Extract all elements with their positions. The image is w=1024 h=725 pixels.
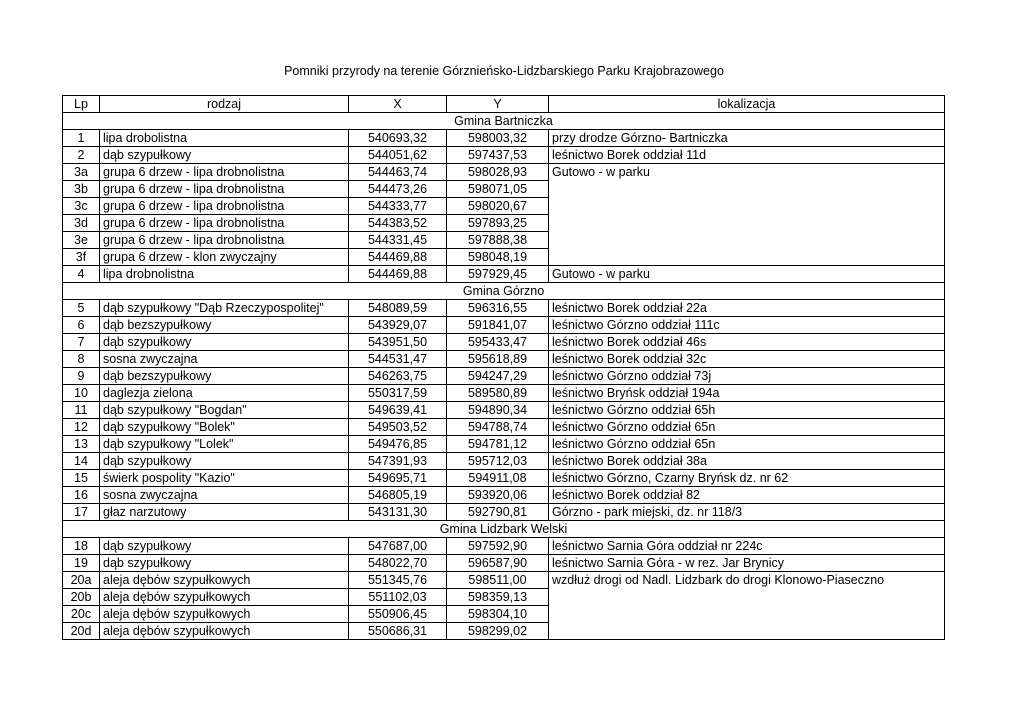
cell-y: 597592,90 <box>447 538 549 555</box>
cell-x: 544331,45 <box>349 232 447 249</box>
table-row <box>63 232 945 249</box>
cell-lokalizacja <box>549 232 945 249</box>
cell-y: 598071,05 <box>447 181 549 198</box>
cell-lokalizacja: leśnictwo Sarnia Góra oddział nr 224c <box>549 538 945 555</box>
table-row <box>63 130 945 147</box>
cell-x: 549476,85 <box>349 436 447 453</box>
cell-lp: 10 <box>63 385 100 402</box>
cell-lp: 3e <box>63 232 100 249</box>
cell-lp: 3c <box>63 198 100 215</box>
header-rodzaj: rodzaj <box>100 96 349 113</box>
table-row <box>63 215 945 232</box>
cell-rodzaj: grupa 6 drzew - lipa drobnolistna <box>100 232 349 249</box>
table-row <box>63 164 945 181</box>
cell-rodzaj: dąb bezszypułkowy <box>100 317 349 334</box>
cell-y: 598048,19 <box>447 249 549 266</box>
table-row <box>63 181 945 198</box>
cell-y: 598299,02 <box>447 623 549 640</box>
cell-lokalizacja: leśnictwo Borek oddział 82 <box>549 487 945 504</box>
cell-lokalizacja <box>549 198 945 215</box>
cell-lokalizacja: leśnictwo Górzno, Czarny Bryńsk dz. nr 62 <box>549 470 945 487</box>
cell-lokalizacja: leśnictwo Górzno oddział 65h <box>549 402 945 419</box>
cell-y: 595618,89 <box>447 351 549 368</box>
cell-x: 543951,50 <box>349 334 447 351</box>
table-row <box>63 623 945 640</box>
cell-lokalizacja: wzdłuż drogi od Nadl. Lidzbark do drogi Klonowo-Piaseczno <box>549 572 945 589</box>
cell-y: 589580,89 <box>447 385 549 402</box>
cell-x: 540693,32 <box>349 130 447 147</box>
cell-x: 544473,26 <box>349 181 447 198</box>
cell-lp: 14 <box>63 453 100 470</box>
cell-x: 548022,70 <box>349 555 447 572</box>
cell-rodzaj: dąb szypułkowy "Lolek" <box>100 436 349 453</box>
section-row <box>63 521 945 538</box>
cell-rodzaj: grupa 6 drzew - lipa drobnolistna <box>100 164 349 181</box>
cell-lokalizacja: leśnictwo Górzno oddział 65n <box>549 436 945 453</box>
table-row <box>63 317 945 334</box>
cell-rodzaj: grupa 6 drzew - lipa drobnolistna <box>100 181 349 198</box>
cell-y: 594247,29 <box>447 368 549 385</box>
cell-lp: 4 <box>63 266 100 283</box>
table-row <box>63 368 945 385</box>
cell-rodzaj: dąb szypułkowy <box>100 555 349 572</box>
section-row <box>63 113 945 130</box>
cell-lp: 3a <box>63 164 100 181</box>
cell-y: 594781,12 <box>447 436 549 453</box>
cell-lp: 1 <box>63 130 100 147</box>
cell-rodzaj: lipa drobnolistna <box>100 266 349 283</box>
section-title: Gmina Górzno <box>63 283 945 300</box>
table-row <box>63 606 945 623</box>
cell-y: 592790,81 <box>447 504 549 521</box>
cell-lokalizacja: Gutowo - w parku <box>549 164 945 181</box>
table-row <box>63 300 945 317</box>
header-x: X <box>349 96 447 113</box>
cell-lp: 5 <box>63 300 100 317</box>
cell-lp: 19 <box>63 555 100 572</box>
cell-x: 548089,59 <box>349 300 447 317</box>
cell-y: 598304,10 <box>447 606 549 623</box>
cell-rodzaj: dąb szypułkowy "Bogdan" <box>100 402 349 419</box>
cell-lp: 20b <box>63 589 100 606</box>
cell-lokalizacja: leśnictwo Bryńsk oddział 194a <box>549 385 945 402</box>
cell-lp: 16 <box>63 487 100 504</box>
cell-y: 598359,13 <box>447 589 549 606</box>
cell-lp: 3b <box>63 181 100 198</box>
section-row <box>63 283 945 300</box>
cell-rodzaj: sosna zwyczajna <box>100 351 349 368</box>
cell-lp: 6 <box>63 317 100 334</box>
cell-x: 544469,88 <box>349 249 447 266</box>
cell-x: 549695,71 <box>349 470 447 487</box>
cell-x: 549503,52 <box>349 419 447 436</box>
cell-rodzaj: aleja dębów szypułkowych <box>100 623 349 640</box>
cell-y: 598028,93 <box>447 164 549 181</box>
cell-lokalizacja <box>549 181 945 198</box>
cell-rodzaj: dąb szypułkowy "Bolek" <box>100 419 349 436</box>
cell-lokalizacja: przy drodze Górzno- Bartniczka <box>549 130 945 147</box>
cell-y: 596316,55 <box>447 300 549 317</box>
cell-lokalizacja <box>549 623 945 640</box>
table-row <box>63 419 945 436</box>
cell-lokalizacja: Gutowo - w parku <box>549 266 945 283</box>
cell-lp: 20a <box>63 572 100 589</box>
cell-lp: 15 <box>63 470 100 487</box>
cell-rodzaj: dąb szypułkowy <box>100 334 349 351</box>
cell-rodzaj: aleja dębów szypułkowych <box>100 589 349 606</box>
cell-lokalizacja <box>549 249 945 266</box>
table-row <box>63 249 945 266</box>
cell-lp: 12 <box>63 419 100 436</box>
cell-lokalizacja: leśnictwo Górzno oddział 111c <box>549 317 945 334</box>
cell-x: 544383,52 <box>349 215 447 232</box>
table-row <box>63 334 945 351</box>
cell-x: 544463,74 <box>349 164 447 181</box>
table-row <box>63 198 945 215</box>
table-row <box>63 470 945 487</box>
cell-lokalizacja: leśnictwo Górzno oddział 73j <box>549 368 945 385</box>
table-row <box>63 453 945 470</box>
cell-x: 550317,59 <box>349 385 447 402</box>
cell-y: 594911,08 <box>447 470 549 487</box>
cell-rodzaj: grupa 6 drzew - lipa drobnolistna <box>100 198 349 215</box>
cell-lp: 8 <box>63 351 100 368</box>
cell-lokalizacja <box>549 589 945 606</box>
cell-rodzaj: dąb szypułkowy <box>100 538 349 555</box>
table-row <box>63 266 945 283</box>
cell-lp: 13 <box>63 436 100 453</box>
cell-rodzaj: daglezja zielona <box>100 385 349 402</box>
cell-x: 546805,19 <box>349 487 447 504</box>
cell-y: 594890,34 <box>447 402 549 419</box>
table-row <box>63 147 945 164</box>
cell-lp: 20d <box>63 623 100 640</box>
cell-x: 543929,07 <box>349 317 447 334</box>
cell-y: 595433,47 <box>447 334 549 351</box>
cell-lp: 18 <box>63 538 100 555</box>
cell-lp: 20c <box>63 606 100 623</box>
cell-rodzaj: aleja dębów szypułkowych <box>100 606 349 623</box>
cell-y: 597888,38 <box>447 232 549 249</box>
cell-lokalizacja: leśnictwo Borek oddział 46s <box>549 334 945 351</box>
cell-lp: 3f <box>63 249 100 266</box>
cell-rodzaj: dąb szypułkowy <box>100 147 349 164</box>
cell-y: 597893,25 <box>447 215 549 232</box>
table-row <box>63 385 945 402</box>
table-row <box>63 487 945 504</box>
cell-x: 544051,62 <box>349 147 447 164</box>
cell-x: 544333,77 <box>349 198 447 215</box>
table-row <box>63 589 945 606</box>
cell-rodzaj: świerk pospolity "Kazio" <box>100 470 349 487</box>
cell-lokalizacja <box>549 606 945 623</box>
cell-lokalizacja <box>549 215 945 232</box>
cell-rodzaj: grupa 6 drzew - klon zwyczajny <box>100 249 349 266</box>
header-y: Y <box>447 96 549 113</box>
cell-lp: 11 <box>63 402 100 419</box>
cell-lokalizacja: leśnictwo Górzno oddział 65n <box>549 419 945 436</box>
cell-x: 543131,30 <box>349 504 447 521</box>
cell-x: 551102,03 <box>349 589 447 606</box>
table-row <box>63 504 945 521</box>
cell-rodzaj: grupa 6 drzew - lipa drobnolistna <box>100 215 349 232</box>
table-row <box>63 555 945 572</box>
table-header-row <box>63 96 945 113</box>
cell-lokalizacja: leśnictwo Borek oddział 22a <box>549 300 945 317</box>
cell-lp: 17 <box>63 504 100 521</box>
table-row <box>63 436 945 453</box>
cell-x: 547391,93 <box>349 453 447 470</box>
section-title: Gmina Lidzbark Welski <box>63 521 945 538</box>
cell-lokalizacja: leśnictwo Borek oddział 38a <box>549 453 945 470</box>
cell-y: 593920,06 <box>447 487 549 504</box>
table-row <box>63 572 945 589</box>
cell-x: 551345,76 <box>349 572 447 589</box>
cell-lokalizacja: leśnictwo Borek oddział 11d <box>549 147 945 164</box>
cell-y: 596587,90 <box>447 555 549 572</box>
cell-y: 598020,67 <box>447 198 549 215</box>
cell-lp: 9 <box>63 368 100 385</box>
cell-lp: 7 <box>63 334 100 351</box>
cell-x: 550906,45 <box>349 606 447 623</box>
cell-y: 598003,32 <box>447 130 549 147</box>
header-lokalizacja: lokalizacja <box>549 96 945 113</box>
cell-lp: 2 <box>63 147 100 164</box>
cell-y: 595712,03 <box>447 453 549 470</box>
cell-lokalizacja: Górzno - park miejski, dz. nr 118/3 <box>549 504 945 521</box>
page-title: Pomniki przyrody na terenie Górznieńsko-Lidzbarskiego Parku Krajobrazowego <box>284 64 724 78</box>
cell-x: 546263,75 <box>349 368 447 385</box>
cell-y: 594788,74 <box>447 419 549 436</box>
cell-y: 597929,45 <box>447 266 549 283</box>
cell-x: 549639,41 <box>349 402 447 419</box>
cell-lokalizacja: leśnictwo Sarnia Góra - w rez. Jar Brynicy <box>549 555 945 572</box>
cell-rodzaj: lipa drobolistna <box>100 130 349 147</box>
cell-lokalizacja: leśnictwo Borek oddział 32c <box>549 351 945 368</box>
section-title: Gmina Bartniczka <box>63 113 945 130</box>
cell-y: 597437,53 <box>447 147 549 164</box>
cell-rodzaj: głaz narzutowy <box>100 504 349 521</box>
cell-y: 591841,07 <box>447 317 549 334</box>
header-lp: Lp <box>63 96 100 113</box>
cell-rodzaj: sosna zwyczajna <box>100 487 349 504</box>
table-row <box>63 402 945 419</box>
cell-rodzaj: aleja dębów szypułkowych <box>100 572 349 589</box>
cell-lp: 3d <box>63 215 100 232</box>
monuments-table <box>62 95 945 640</box>
cell-rodzaj: dąb szypułkowy <box>100 453 349 470</box>
table-row <box>63 538 945 555</box>
cell-rodzaj: dąb szypułkowy "Dąb Rzeczypospolitej" <box>100 300 349 317</box>
cell-x: 547687,00 <box>349 538 447 555</box>
cell-y: 598511,00 <box>447 572 549 589</box>
table-row <box>63 351 945 368</box>
cell-x: 544531,47 <box>349 351 447 368</box>
cell-x: 550686,31 <box>349 623 447 640</box>
cell-rodzaj: dąb bezszypułkowy <box>100 368 349 385</box>
cell-x: 544469,88 <box>349 266 447 283</box>
